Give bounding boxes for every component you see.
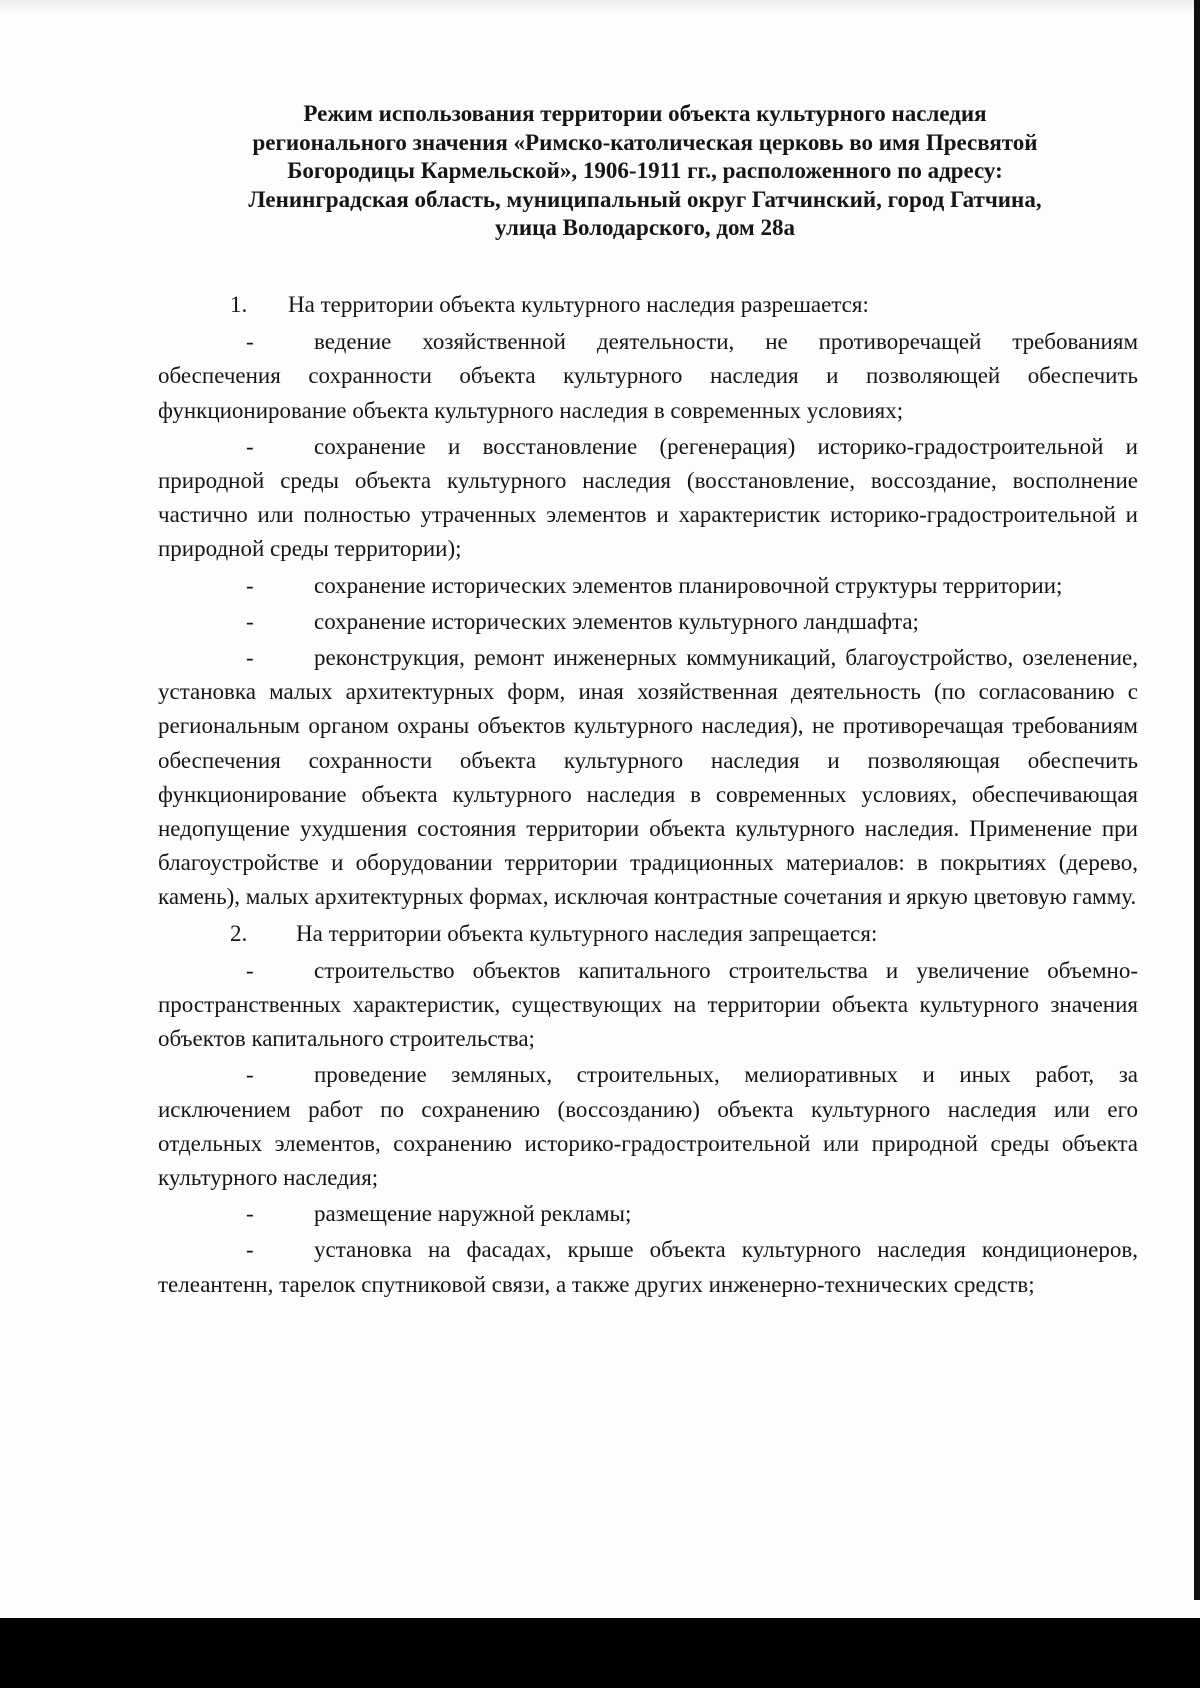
scan-top-shade [0, 0, 1200, 14]
list-item [158, 569, 1138, 603]
list-item-text: сохранение исторических элементов планировочной структуры территории; [314, 572, 1063, 598]
list-item [158, 954, 1138, 1057]
document-body [158, 288, 1138, 1304]
title-line: регионального значения «Римско-католическая церковь во имя Пресвятой [252, 129, 1038, 155]
section-heading-text: На территории объекта культурного наследия разрешается: [288, 292, 869, 317]
section-number: 1. [230, 292, 248, 317]
list-item-marker: - [246, 645, 254, 671]
title-line: Богородицы Кармельской», 1906-1911 гг., расположенного по адресу: [287, 158, 1003, 183]
list-item-text: размещение наружной рекламы; [314, 1201, 632, 1227]
list-item-marker: - [246, 572, 254, 598]
list-item [158, 430, 1138, 567]
list-item-text: сохранение исторических элементов культурного ландшафта; [314, 608, 919, 634]
list-item-marker: - [246, 329, 254, 355]
list-item-marker: - [246, 608, 254, 634]
list-item-marker: - [246, 957, 254, 983]
section-heading [158, 288, 1138, 322]
section-heading [158, 917, 1138, 951]
document-title [150, 100, 1140, 243]
list-item [158, 1233, 1138, 1301]
list-item-text: сохранение и восстановление (регенерация) историко-градостроительной и природной среды объекта культурного наследия (восстановление, воссоздание, восполнение частично или полностью утраченных элементов и характеристик историко-градостроительной и природной среды территории); [158, 433, 1138, 562]
scan-bottom-band [0, 1618, 1200, 1688]
list-item [158, 605, 1138, 639]
list-item-text: проведение земляных, строительных, мелиоративных и иных работ, за исключением работ по сохранению (воссозданию) объекта культурного наследия или его отдельных элементов, сохранению историко-градостроительной или природной среды объекта культурного наследия; [158, 1062, 1138, 1191]
list-item-text: строительство объектов капитального строительства и увеличение объемно-пространственных характеристик, существующих на территории объекта культурного значения объектов капитального строительства; [158, 957, 1138, 1052]
scan-right-edge [1194, 0, 1200, 1600]
list-item-text: ведение хозяйственной деятельности, не противоречащей требованиям обеспечения сохранности объекта культурного наследия и позволяющей обеспечить функционирование объекта культурного наследия в современных условиях; [158, 329, 1138, 423]
section-number: 2. [230, 920, 248, 946]
list-item-marker: - [246, 433, 254, 459]
list-item-marker: - [246, 1062, 254, 1088]
title-line: Режим использования территории объекта культурного наследия [303, 101, 987, 126]
list-item [158, 1197, 1138, 1231]
list-item [158, 1058, 1138, 1195]
list-item-marker: - [246, 1201, 254, 1227]
list-item-text: реконструкция, ремонт инженерных коммуникаций, благоустройство, озеленение, установка малых архитектурных форм, иная хозяйственная деятельность (по согласованию с региональным органом охраны объектов культурного наследия), не противоречащая требованиям обеспечения сохранности объекта культурного наследия и позволяющая обеспечить функционирование объекта культурного наследия в современных условиях, обеспечивающая недопущение ухудшения состояния территории объекта культурного наследия. Применение при благоустройстве и оборудовании территории традиционных материалов: в покрытиях (дерево, камень), малых архитектурных формах, исключая контрастные сочетания и яркую цветовую гамму. [158, 645, 1138, 910]
section-heading-text: На территории объекта культурного наследия запрещается: [296, 920, 878, 946]
list-item-marker: - [246, 1237, 254, 1263]
list-item-text: установка на фасадах, крыше объекта культурного наследия кондиционеров, телеантенн, тарелок спутниковой связи, а также других инженерно-технических средств; [158, 1237, 1138, 1297]
list-item [158, 641, 1138, 915]
list-item [158, 325, 1138, 428]
title-line: Ленинградская область, муниципальный округ Гатчинский, город Гатчина, [248, 186, 1042, 212]
title-line: улица Володарского, дом 28а [495, 215, 795, 240]
